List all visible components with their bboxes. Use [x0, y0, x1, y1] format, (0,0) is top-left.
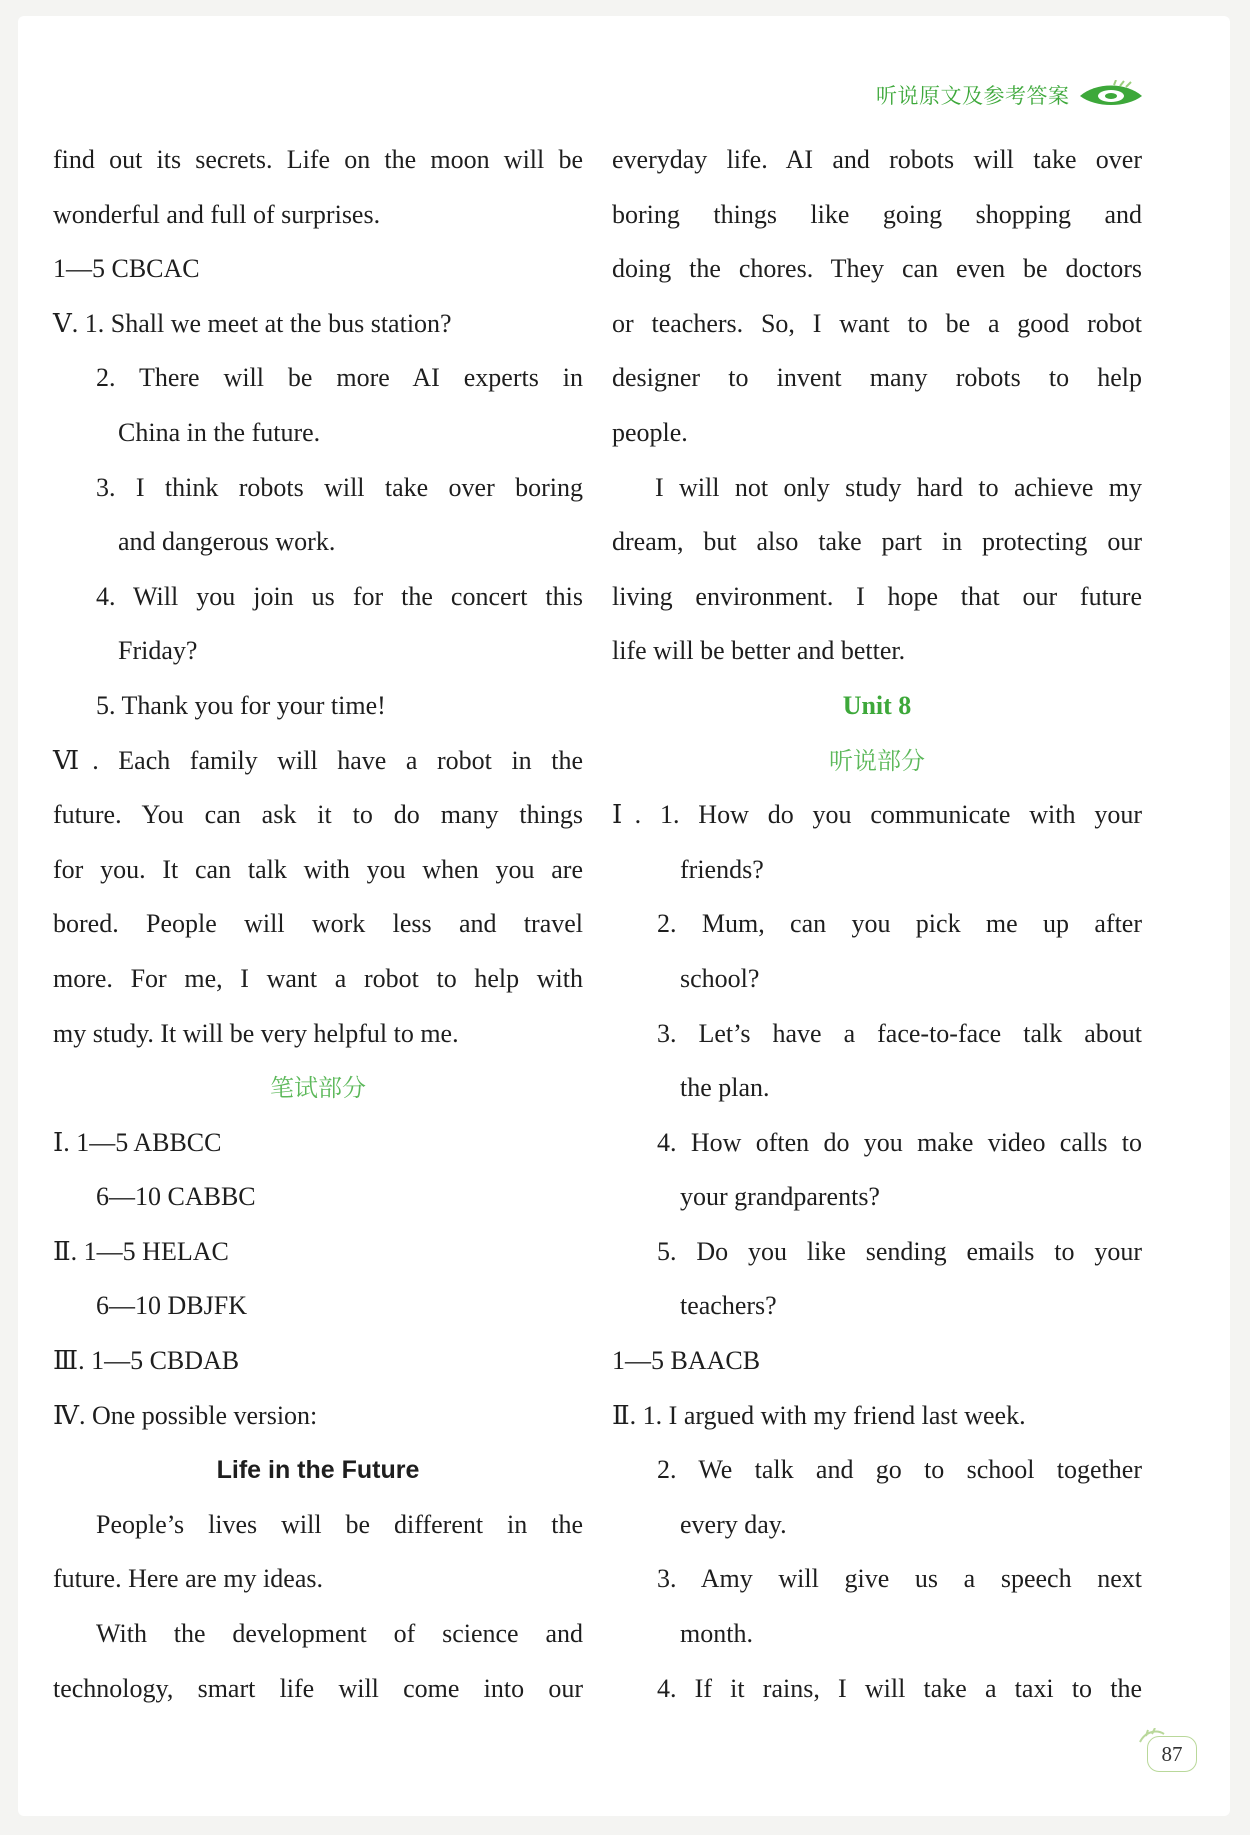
right-text-line: I will not only study hard to achieve my [655, 472, 1142, 502]
left-text-line: more. For me, I want a robot to help with [53, 963, 583, 993]
left-text-line: Ⅰ. 1—5 ABBCC [53, 1127, 222, 1157]
right-text-line: Unit 8 [842, 690, 912, 720]
right-text-line: Ⅰ. 1. How do you communicate with your [612, 800, 1142, 830]
right-text-line: every day. [680, 1509, 787, 1539]
right-text-line: everyday life. AI and robots will take over [612, 145, 1142, 174]
left-text-line: Ⅵ. Each family will have a robot in the [53, 745, 583, 775]
right-text-line: or teachers. So, I want to be a good robot [612, 308, 1142, 338]
right-text-line: people. [612, 417, 688, 447]
right-text-line: friends? [680, 854, 764, 884]
right-text-line: the plan. [680, 1073, 770, 1103]
right-text-line: 3. Amy will give us a speech next [657, 1564, 1142, 1594]
right-text-line: 2. Mum, can you pick me up after [657, 909, 1142, 939]
left-text-line: my study. It will be very helpful to me. [53, 1018, 459, 1048]
right-text-line: boring things like going shopping and [612, 199, 1142, 229]
left-text-line: 1—5 CBCAC [53, 254, 200, 284]
page-number: 87 [1147, 1736, 1197, 1772]
left-text-line: find out its secrets. Life on the moon will be [53, 145, 583, 174]
left-text-line: People’s lives will be different in the [96, 1509, 583, 1539]
right-text-line: school? [680, 963, 760, 993]
right-text-line: 3. Let’s have a face-to-face talk about [657, 1018, 1142, 1048]
right-text-line: life will be better and better. [612, 636, 906, 666]
right-text-line: 听说部分 [829, 746, 925, 775]
left-text-line: 6—10 DBJFK [96, 1291, 247, 1321]
left-text-line: future. Here are my ideas. [53, 1564, 323, 1594]
left-text-line: 2. There will be more AI experts in [96, 363, 583, 393]
left-text-line: 笔试部分 [270, 1074, 366, 1103]
left-text-line: Ⅴ. 1. Shall we meet at the bus station? [53, 308, 452, 338]
right-text-line: teachers? [680, 1291, 777, 1321]
left-text-line: future. You can ask it to do many things [53, 800, 583, 830]
left-text-line: for you. It can talk with you when you are [53, 854, 583, 884]
left-text-line: 4. Will you join us for the concert this [96, 581, 583, 611]
right-text-line: Ⅱ. 1. I argued with my friend last week. [612, 1400, 1026, 1430]
left-text-line: Life in the Future [216, 1456, 420, 1485]
left-text-line: 6—10 CABBC [96, 1182, 256, 1212]
page-header [876, 80, 1146, 110]
right-text-line: 4. If it rains, I will take a taxi to the [657, 1673, 1142, 1703]
left-text-line: Ⅱ. 1—5 HELAC [53, 1236, 229, 1266]
right-column [612, 133, 1142, 1716]
left-text-line: China in the future. [118, 417, 321, 447]
left-text-line: wonderful and full of surprises. [53, 199, 381, 229]
left-text-line: 5. Thank you for your time! [96, 690, 386, 720]
eye-ornament-icon [1076, 80, 1146, 110]
left-text-line: Ⅳ. One possible version: [53, 1400, 318, 1430]
right-text-line: designer to invent many robots to help [612, 363, 1142, 393]
left-text-line: and dangerous work. [118, 527, 336, 557]
right-text-line: doing the chores. They can even be doctors [612, 254, 1142, 284]
left-text-line: bored. People will work less and travel [53, 909, 583, 939]
right-text-line: 1—5 BAACB [612, 1346, 761, 1376]
left-text-line: 3. I think robots will take over boring [96, 472, 583, 502]
left-text-line: Ⅲ. 1—5 CBDAB [53, 1346, 240, 1376]
right-text-line: your grandparents? [680, 1182, 880, 1212]
left-column [53, 133, 583, 1716]
right-text-line: month. [680, 1619, 753, 1649]
right-text-line: living environment. I hope that our future [612, 581, 1142, 611]
left-text-line: Friday? [118, 636, 198, 666]
left-text-line: With the development of science and [96, 1619, 583, 1649]
header-title: 听说原文及参考答案 [876, 84, 1070, 108]
right-text-line: 5. Do you like sending emails to your [657, 1236, 1142, 1266]
right-text-line: 2. We talk and go to school together [657, 1455, 1142, 1485]
right-text-line: 4. How often do you make video calls to [657, 1127, 1142, 1157]
right-text-line: dream, but also take part in protecting our [612, 527, 1142, 557]
left-text-line: technology, smart life will come into our [53, 1673, 583, 1703]
